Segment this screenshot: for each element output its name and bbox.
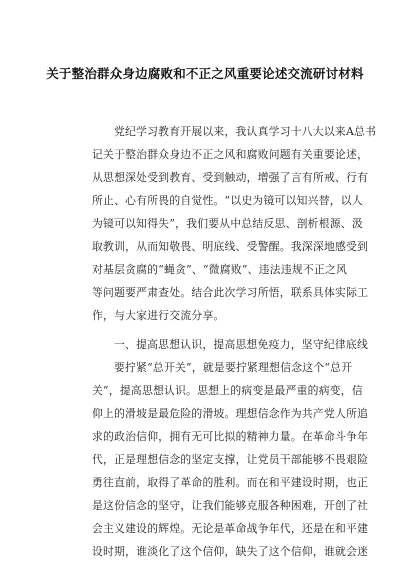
body-line: 代，正是理想信念的坚定支撑，让党员干部能够不畏艰险 xyxy=(92,453,369,466)
body-line: 取教训，从而知敬畏、明底线、受警醒。我深深地感受到 xyxy=(92,240,369,253)
section-heading: 一、提高思想认识，提高思想免疫力，坚守纪律底线 xyxy=(114,338,369,351)
body-line: 作，与大家进行交流分享。 xyxy=(92,309,225,322)
body-line: 会主义建设的辉煌。无论是革命战争年代，还是在和平建 xyxy=(92,522,369,535)
body-line: 从思想深处受到教育、受到触动，增强了言有所戒、行有 xyxy=(92,171,369,184)
body-line: 等问题要严肃查处。结合此次学习所悟，联系具体实际工 xyxy=(92,286,369,299)
document-title: 关于整治群众身边腐败和不正之风重要论述交流研讨材料 xyxy=(46,66,364,81)
body-line: 对基层贪腐的“蝇贪”、“微腐败”、违法违规不正之风 xyxy=(92,263,348,276)
body-line: 仰上的滑坡是最危险的滑坡。理想信念作为共产党人所追 xyxy=(92,407,369,420)
body-line: 勇往直前，取得了革命的胜利。而在和平建设时期，也正 xyxy=(92,476,369,489)
body-line: 党纪学习教育开展以来，我认真学习十八大以来A总书 xyxy=(114,125,377,138)
body-line: 记关于整治群众身边不正之风和腐败问题有关重要论述， xyxy=(92,148,369,161)
body-line: 为镜可以知得失”，我们要从中总结反思、剖析根源、汲 xyxy=(92,217,363,230)
body-line: 要拧紧“总开关”，就是要拧紧理想信念这个“总开 xyxy=(114,361,353,374)
body-line: 是这份信念的坚守，让我们能够克服各种困难，开创了社 xyxy=(92,499,369,512)
body-line: 求的政治信仰，拥有无可比拟的精神力量。在革命斗争年 xyxy=(92,430,369,443)
body-line: 设时期，谁淡化了这个信仰，缺失了这个信仰，谁就会迷 xyxy=(92,545,369,558)
body-line: 所止、心有所畏的自觉性。“以史为镜可以知兴替，以人 xyxy=(92,194,363,207)
body-line: 关”，提高思想认识。思想上的病变是最严重的病变，信 xyxy=(92,384,363,397)
